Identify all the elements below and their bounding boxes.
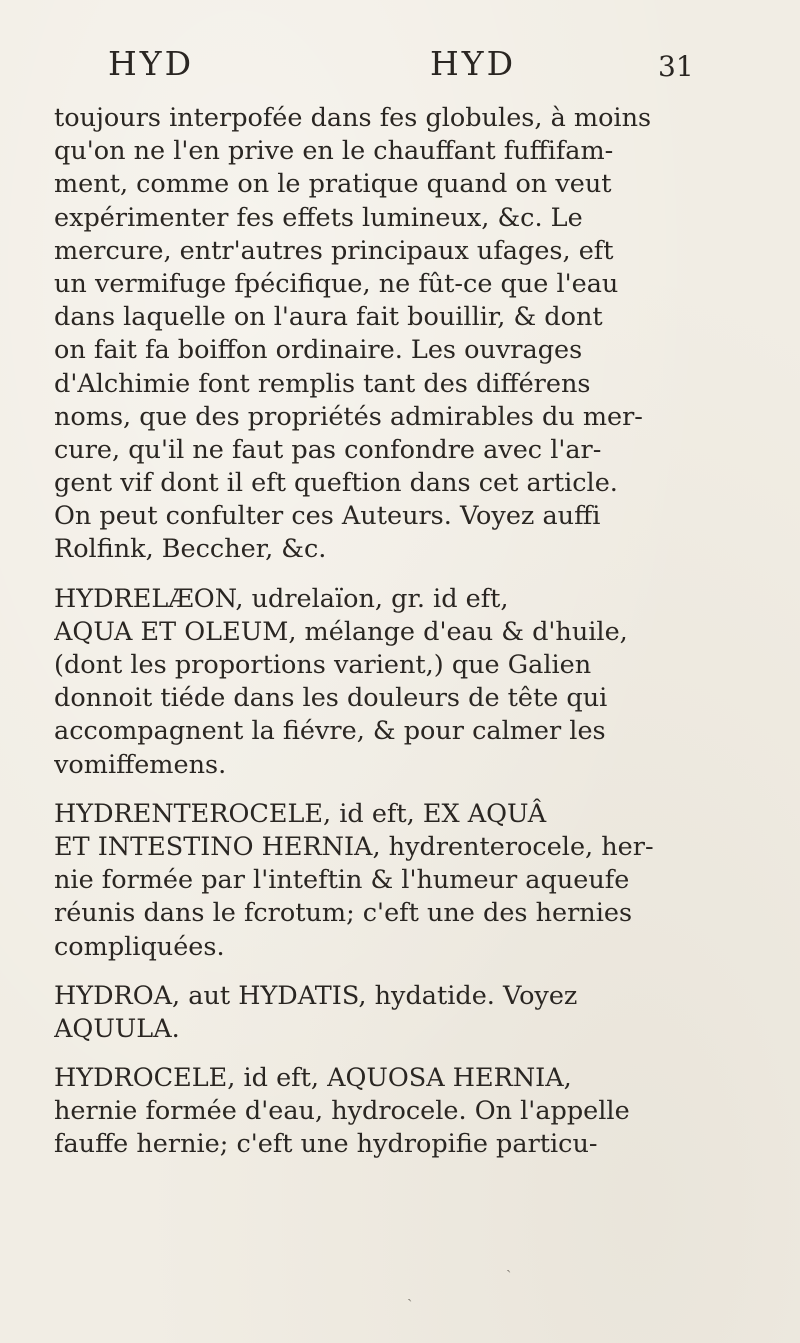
dictionary-text <box>54 102 694 1162</box>
text-line: hernie formée d'eau, hydrocele. On l'appelle <box>54 1096 630 1127</box>
headword-left: HYD <box>108 44 195 83</box>
text-line: dans laquelle on l'aura fait bouillir, & dont <box>54 302 603 333</box>
text-line: donnoit tiéde dans les douleurs de tête qui <box>54 683 608 714</box>
text-line: d'Alchimie font remplis tant des différens <box>54 368 591 399</box>
text-line: noms, que des propriétés admirables du mer- <box>54 401 643 432</box>
page-number: 31 <box>658 50 694 83</box>
paper-speck: ˏ <box>506 1254 512 1273</box>
text-line: accompagnent la fiévre, & pour calmer les <box>54 716 606 747</box>
entry-headline: HYDROCELE, id eft, AQUOSA HERNIA, <box>54 1063 572 1094</box>
text-line: gent vif dont il eft queftion dans cet article. <box>54 468 618 499</box>
text-line: (dont les proportions varient,) que Galien <box>54 650 592 680</box>
headword-right: HYD <box>430 44 517 83</box>
running-header <box>0 44 800 94</box>
text-line: on fait fa boiffon ordinaire. Les ouvrages <box>54 335 583 366</box>
text-line: fauffe hernie; c'eft une hydropifie particu- <box>54 1129 598 1160</box>
text-line: AQUA ET OLEUM, mélange d'eau & d'huile, <box>54 616 628 647</box>
entry-headline: HYDROA, aut HYDATIS, hydatide. Voyez <box>54 980 578 1011</box>
entry-headline: HYDRENTEROCELE, id eft, EX AQUÂ <box>54 798 547 829</box>
text-line: qu'on ne l'en prive en le chauffant fuffifam- <box>54 136 614 167</box>
text-line: toujours interpofée dans fes globules, à moins <box>54 103 652 133</box>
text-line: AQUULA. <box>54 1013 180 1044</box>
text-line: On peut confulter ces Auteurs. Voyez auffi <box>54 501 601 532</box>
text-line: nie formée par l'inteftin & l'humeur aqueufe <box>54 865 630 896</box>
text-line: vomiffemens. <box>54 749 227 780</box>
text-line: cure, qu'il ne faut pas confondre avec l'ar- <box>54 434 602 465</box>
entry-hydrelaeon <box>54 583 694 782</box>
text-line: mercure, entr'autres principaux ufages, eft <box>54 235 614 266</box>
text-line: un vermifuge fpécifique, ne fût-ce que l'eau <box>54 268 619 299</box>
text-line: compliquées. <box>54 931 225 962</box>
text-line: ment, comme on le pratique quand on veut <box>54 169 612 200</box>
text-line: Rolfink, Beccher, &c. <box>54 534 327 565</box>
entry-hydrenterocele <box>54 798 694 964</box>
entry-hydroa <box>54 980 694 1046</box>
text-line: réunis dans le fcrotum; c'eft une des hernies <box>54 898 633 929</box>
paper-speck: ˎ <box>407 1283 413 1302</box>
entry-headline: HYDRELÆON, udrelaïon, gr. id eft, <box>54 583 509 614</box>
text-line: ET INTESTINO HERNIA, hydrenterocele, her- <box>54 831 654 862</box>
text-line: expérimenter fes effets lumineux, &c. Le <box>54 202 583 233</box>
entry-hydrocele <box>54 1062 694 1162</box>
entry-mercure-continuation <box>54 102 694 567</box>
